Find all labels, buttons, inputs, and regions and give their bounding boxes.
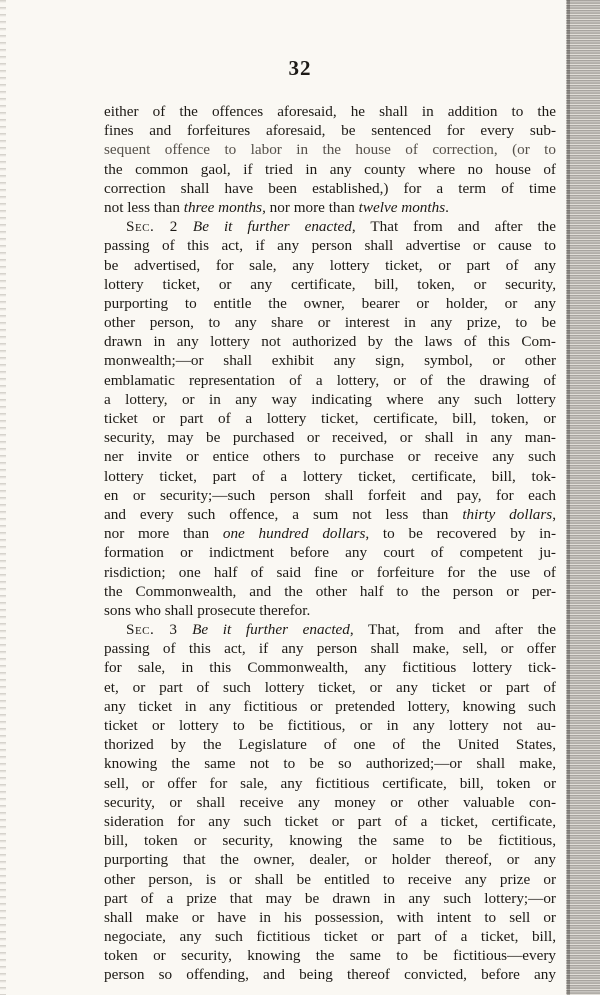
text-line: negociate, any such fictitious ticket or part of a ticket, bill, [104,928,556,946]
text-line: be advertised, for sale, any lottery ticket, or part of any [104,256,556,274]
text-line: security, may be purchased or received, or shall in any man- [104,429,556,447]
text-line: sons who shall prosecute therefor. [104,601,311,619]
text-line: passing of this act, if any person shall advertise or cause to [104,237,556,255]
text-line: person so offending, and being thereof convicted, before any [104,966,556,984]
text-line: sequent offence to labor in the house of correction, (or to [104,141,556,159]
section-heading-line: Sec. 2 Be it further enacted, That from and after the [126,218,556,236]
text-line: risdiction; one half of said fine or forfeiture for the use of [104,563,556,581]
text-line: any ticket in any fictitious or pretended lottery, knowing such [104,697,556,715]
text-line: sell, or offer for sale, any fictitious certificate, bill, token or [104,774,556,792]
page-left-edge [0,0,6,995]
text-line: for sale, in this Commonwealth, any fictitious lottery tick- [104,659,556,677]
text-line: ner invite or entice others to purchase or receive any such [104,448,556,466]
page-number: 32 [288,56,312,80]
text-line: either of the offences aforesaid, he shall in addition to the [104,103,556,120]
text-line: et, or part of such lottery ticket, or any ticket or part of [104,678,556,696]
text-line: a lottery, or in any way indicating where any such lottery [104,390,556,408]
text-line: passing of this act, if any person shall make, sell, or offer [104,640,556,658]
text-line: monwealth;—or shall exhibit any sign, symbol, or other [104,352,556,370]
section-heading-line: Sec. 3 Be it further enacted, That, from and after the [126,621,556,639]
text-line: en or security;—such person shall forfeit and pay, for each [104,486,556,504]
text-line: shall make or have in his possession, with intent to sell or [104,908,556,926]
text-line: other person, is or shall be entitled to receive any prize or [104,870,556,888]
text-line: bill, token or security, knowing the same to be fictitious, [104,832,556,850]
text-line: purporting to entitle the owner, bearer or holder, or any [104,294,556,312]
text-line: other person, to any share or interest in any prize, to be [104,314,556,332]
text-line: knowing the same not to be so authorized;—or shall make, [104,755,556,773]
text-line: emblamatic representation of a lottery, or of the drawing of [104,371,556,389]
text-line: security, or shall receive any money or other valuable con- [104,793,556,811]
text-line: sideration for any such ticket or part of a ticket, certificate, [104,812,556,830]
text-line: token or security, knowing the same to be fictitious—every [104,947,556,965]
text-line: lottery ticket, part of a lottery ticket, certificate, bill, tok- [104,467,556,485]
text-line: thorized by the Legislature of one of the United States, [104,736,556,754]
text-line: the Commonwealth, and the other half to the person or per- [104,582,556,600]
text-line: the common gaol, if tried in any county where no house of [104,160,556,178]
text-line: and every such offence, a sum not less than thirty dollars, [104,505,556,523]
text-line: lottery ticket, or any certificate, bill, token, or security, [104,275,556,293]
text-line: purporting that the owner, dealer, or holder thereof, or any [104,851,556,869]
book-binding [566,0,600,995]
text-line: ticket or part of a lottery ticket, certificate, bill, token, or [104,410,556,427]
text-line: ticket or lottery to be fictitious, or in any lottery not au- [104,717,556,734]
body-text [104,102,556,985]
text-line: fines and forfeitures aforesaid, be sentenced for every sub- [104,122,556,140]
text-line: part of a prize that may be drawn in any such lottery;—or [104,889,556,907]
text-line: not less than three months, nor more than twelve months. [104,198,449,216]
text-line: correction shall have been established,) for a term of time [104,179,556,197]
section-label: Sec. 3 [126,621,178,639]
text-line: nor more than one hundred dollars, to be recovered by in- [104,525,556,543]
text-line: formation or indictment before any court of competent ju- [104,544,556,562]
section-label: Sec. 2 [126,218,178,236]
text-line: drawn in any lottery not authorized by the laws of this Com- [104,333,556,351]
